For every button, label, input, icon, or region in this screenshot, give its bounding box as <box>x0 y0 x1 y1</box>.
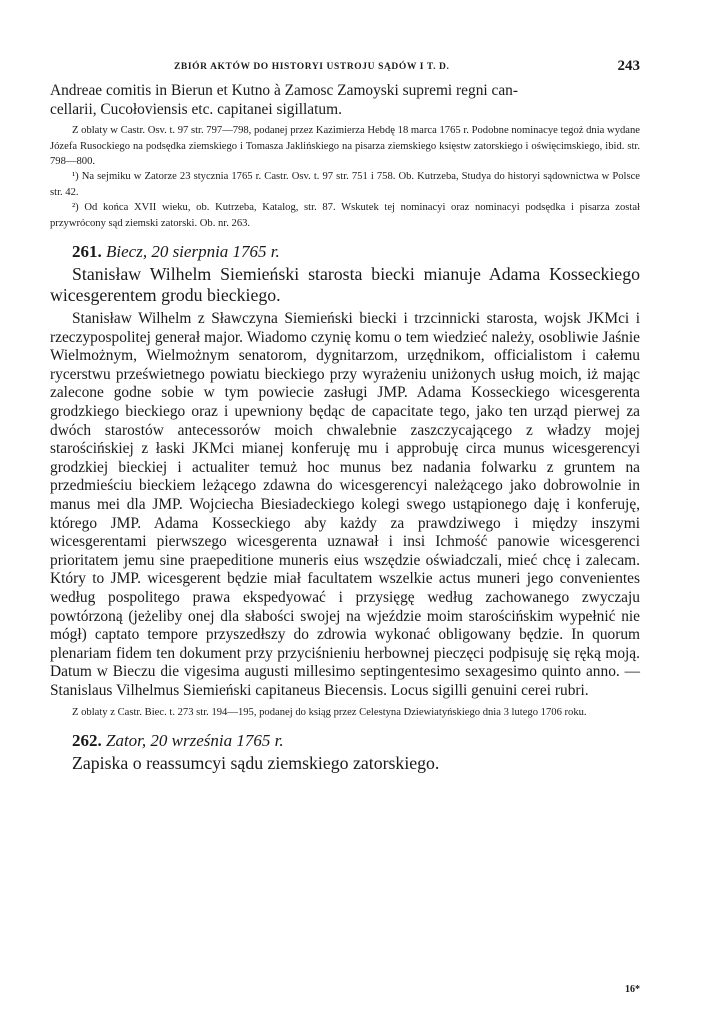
doc-261-date: Biecz, 20 sierpnia 1765 r. <box>106 242 280 262</box>
document-261 <box>50 241 640 720</box>
doc-262-summary: Zapiska o reassumcyi sądu ziemskiego zatorskiego. <box>72 752 440 773</box>
doc-262-date: Zator, 20 września 1765 r. <box>106 730 284 750</box>
document-262 <box>50 730 640 774</box>
doc-262-number: 262. <box>72 730 102 750</box>
footnote-2: ²) Od końca XVII wieku, ob. Kutrzeba, Katalog, str. 87. Wskutek tej nominacyi oraz nominacyi podsędka i pisarza został przywrócony sąd ziemski zatorski. Ob. nr. 263. <box>50 202 640 229</box>
footnote-1: ¹) Na sejmiku w Zatorze 23 stycznia 1765 r. Castr. Osv. t. 97 str. 751 i 758. Ob. Kutrzeba, Studya do historyi sądownictwa w Polsce str. 42. <box>50 171 640 198</box>
prev-doc-line-2: cellarii, Cucołoviensis etc. capitanei sigillatum. <box>50 100 342 118</box>
doc-262-header <box>50 730 640 752</box>
signature-mark: 16* <box>625 984 640 995</box>
doc-261-body: Stanisław Wilhelm z Sławczyna Siemieński biecki i trzcinnicki starosta, wojsk JKMci i rzeczypospolitej generał major. Wiadomo czynię komu o tem wiedzieć należy, osobliwie Jaśnie Wielmożnym, Wielmożnym senatorom, dygnitarzom, urzędnikom, officialistom i całemu rycerstwu prześwietnego powiatu bieckiego przy wyrażeniu uniżonych usług moich, iż mając zalecone godne sobie w tym powiecie zasługi JMP. Adama Kosseckiego wicesgerenta grodzkiego bieckiego oraz i upewniony będąc de capacitate tego, jako ten urząd pierwej za dwóch starostów antecessorów moich chwalebnie zaszczycającego z władzy mojej starościńskiej z łaski JKMci mianej konferuję mu i approbuję circa munus wicesgerencyi grodzkiej bieckiej i actualiter temuż hoc munus bez nadania folwarku z gruntem na przedmieściu bieckiem leżącego zdawna do wicesgerencyi należącego jako dobrowolnie in manus mei dla JMP. Wojciecha Biesiadeckiego kolegi swego ustąpionego daję i konferuję, którego JMP. Adama Kosseckiego aby każdy za prawdziwego i między inszymi wicesgerentami pierwszego wicesgerenta uznawał i insi Ichmość panowie wicesgerenci prioritatem jemu sine praepeditione muneris eius wszędzie oświadczali, mieć chcę i zalecam. Który to JMP. wicesgerent będzie miał facultatem wszelkie actus muneri jego convenientes według pospolitego prawa ekspedyować i przysięgę według zachowanego zwyczaju powtórzoną (jeżeliby onej dla słabości swojej na wjeździe moim starościńskim wypełnić nie mógł) captato tempore przyszedłszy do zdrowia wykonać obligowany będzie. In quorum plenariam fidem ten dokument przy przyciśnieniu herbownej pieczęci podpisuję się ręką moją. Datum w Bieczu die vigesima augusti millesimo septingentesimo sexagesimo quinto anno. — Stanislaus Vilhelmus Siemieński capitaneus Biecensis. Locus sigilli genuini cerei rubri. <box>50 310 640 699</box>
doc-261-summary: Stanisław Wilhelm Siemieński starosta biecki mianuje Adama Kosseckiego wicesgerentem grodu bieckiego. <box>50 264 640 306</box>
doc-261-number: 261. <box>72 242 102 262</box>
prev-doc-source-note: Z oblaty w Castr. Osv. t. 97 str. 797—798, podanej przez Kazimierza Hebdę 18 marca 1765 r. Podobne nominacye tegoż dnia wydane Józefa Rusockiego na podsędka ziemskiego i Tomasza Jaklińskiego na pisarza ziemskiego księstw zatorskiego i oświęcimskiego, ibid. str. 798—800. <box>50 125 640 167</box>
doc-261-header <box>50 241 640 263</box>
previous-document-end <box>50 82 640 231</box>
running-title: ZBIÓR AKTÓW DO HISTORYI USTROJU SĄDÓW I T. D. <box>174 62 450 72</box>
page <box>50 58 640 995</box>
running-head <box>50 58 640 82</box>
page-number: 243 <box>617 58 640 74</box>
prev-doc-line-1: Andreae comitis in Bierun et Kutno à Zamosc Zamoyski supremi regni can- <box>50 82 519 99</box>
doc-261-source-note: Z oblaty z Castr. Biec. t. 273 str. 194—195, podanej do ksiąg przez Celestyna Dziewiatyńskiego dnia 3 lutego 1706 roku. <box>72 706 587 718</box>
